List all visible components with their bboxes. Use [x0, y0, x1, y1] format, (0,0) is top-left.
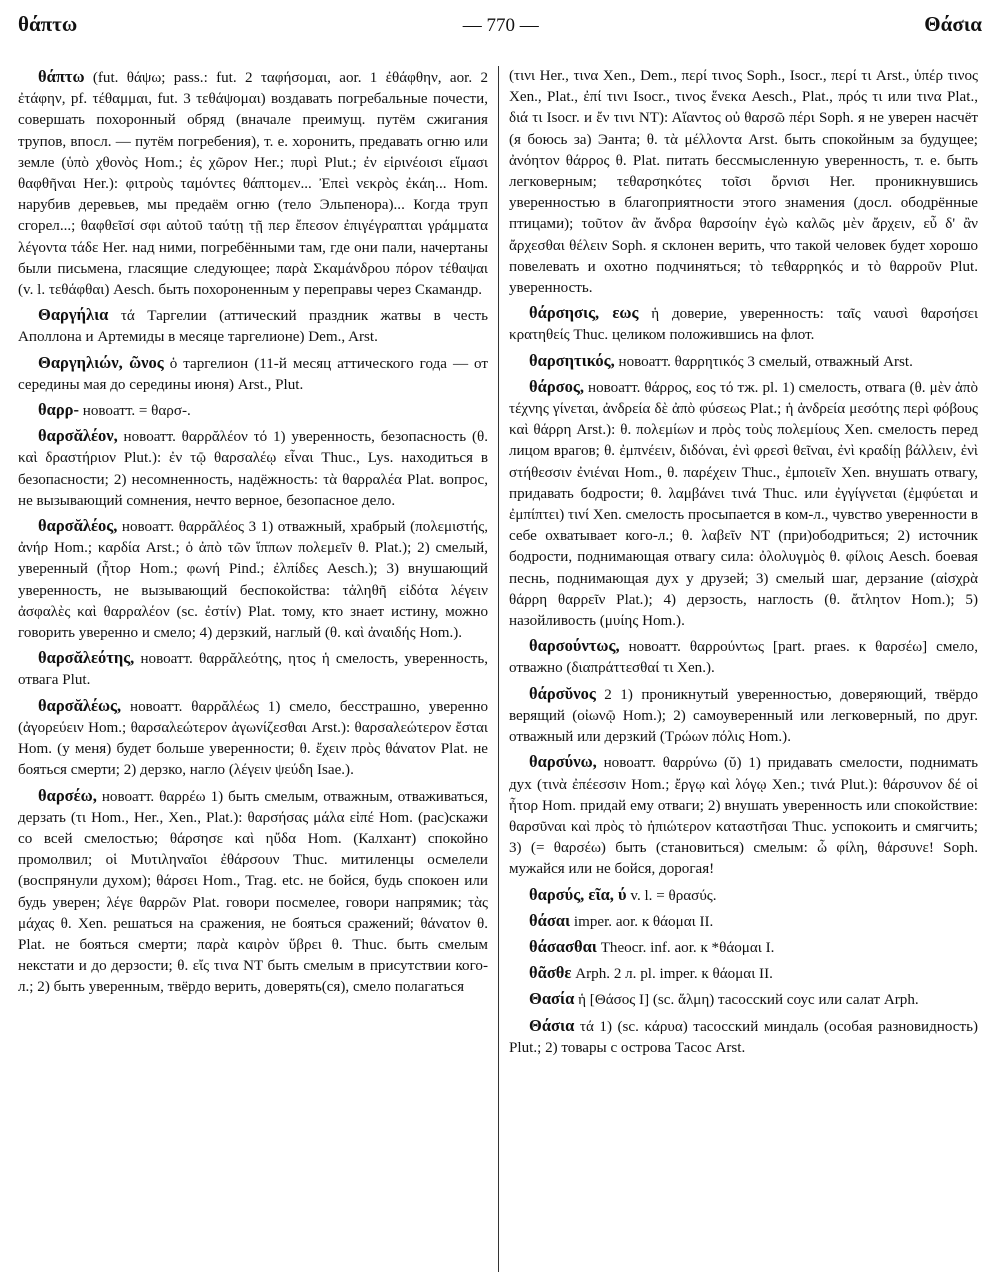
entry-body: новоатт. θαρρούντως [part. praes. к θαρσέω] смело, отважно (διαπράττεσθαί τι Xen.).	[509, 639, 978, 677]
dictionary-entry	[18, 695, 488, 782]
dictionary-entry	[509, 376, 978, 632]
entry-headword: Θαργήλια	[38, 305, 109, 325]
entry-headword: Θασία	[529, 989, 575, 1009]
entry-headword: θαρσύς, εῖα, ύ	[529, 884, 627, 904]
entry-headword: θαρσούντως,	[529, 636, 620, 656]
entry-body: τά 1) (sc. κάρυα) тасосский миндаль (особая разновидность) Plut.; 2) товары с острова Тасос Arst.	[509, 1018, 978, 1056]
dictionary-entry	[509, 751, 978, 880]
page-number: — 770 —	[462, 15, 539, 36]
right-running-headword: Θάσια	[924, 12, 982, 36]
entry-body: новоатт. θαρρητικός 3 смелый, отважный Arst.	[618, 353, 913, 370]
entry-body: новоатт. θαρρᾰλέως 1) смело, бесстрашно, уверенно (ἀγορεύειν Hom.; θαρσαλεώτερον ἀγωνίζεσθαι Arst.): θαρσαλεώτερον ἔσται Hom. (у меня) будет больше уверенности; θ. ἔχειν πρὸς θάνατον Plat. не бояться смерти; 2) дерзко, нагло (λέγειν ψεύδη Isae.).	[18, 698, 488, 779]
dictionary-entry	[18, 785, 488, 999]
entry-body: (fut. θάψω; pass.: fut. 2 ταφήσομαι, aor. 1 ἐθάφθην, aor. 2 ἐτάφην, pf. τέθαμμαι, fut. 3 τεθάψομαι) воздавать погребальные почести, совершать похоронный обряд (вначале преимущ. путём сжигания трупов, впосл. — путём погребения), т. е. хоронить, предавать огню или земле (ὑπὸ χθονὸς Hom.; ἐς χῶρον Her.; πυρὶ Plut.; ἐν εἱρινέοισι εἵμασι θαφθῆναι Her.): φιτροὺς ταμόντες θάπτομεν... Ἐπεὶ νεκρὸς ἐκάη... Hom. нарубив деревьев, мы предаём огню (тело Эльпенора)... Когда труп сгорел...; θαφθεῖσί σφι αὐτοῦ ταύτῃ τῇ περ ἔπεσον ἐπιγέγραπται γράμματα λέγοντα τάδε Her. над ними, погребёнными там, где они пали, начертаны были письмена, гласящие следующее; παρὰ Σκαμάνδρου πόρον τέθαψαι (v. l. τεθάφθαι) Aesch. быть похороненным у переправы через Скамандр.	[18, 70, 488, 299]
entry-continuation	[509, 66, 978, 299]
dictionary-entry	[509, 1015, 978, 1059]
entry-body: ὁ таргелион (11-й месяц аттического года — от середины мая до середины июня) Arst., Plut.	[18, 355, 488, 393]
entry-body: ἡ [Θάσος I] (sc. ἅλμη) тасосский соус или салат Arph.	[578, 992, 919, 1009]
entry-body: новоатт. θαρρύνω (ῠ) 1) придавать смелости, поднимать дух (τινὰ ἐπέεσσιν Hom.; ἔργῳ καὶ λόγῳ Xen.; τινά Plut.): θάρσυνον δέ οἱ ἦτορ Hom. придай ему отваги; 2) внушать уверенность или спокойствие: θαρσῦναι καὶ πρὸς τὸ ἠπιώτερον καταστῆσαι Thuc. успокоить и смягчить; 3) (= θαρσέω) быть (становиться) смелым: ὦ φίλη, θάρσυνε! Soph. мужайся или не бойся, дорогая!	[509, 755, 978, 878]
entry-headword: θαρσᾰλέως,	[38, 695, 122, 715]
dictionary-entry	[509, 936, 978, 959]
dictionary-entry	[18, 425, 488, 512]
dictionary-entry	[509, 884, 978, 907]
entry-headword: θαρσητικός,	[529, 350, 615, 370]
running-head	[18, 12, 982, 42]
entry-body: новоатт. θαρρᾰλέον τό 1) уверенность, безопасность (θ. καὶ δραστήριον Plut.): ἐν τῷ θαρσαλέῳ εἶναι Thuc., Lys. находиться в безопасности; 2) несомненность, надёжность: τὰ θαρραλέα Plat. вопрос, не вызывающий сомнения, нечто верное, безопасное дело.	[18, 429, 488, 509]
entry-body: Arph. 2 л. pl. imper. к θάομαι II.	[575, 966, 773, 983]
entry-body: 2 1) проникнутый уверенностью, доверяющий, твёрдо верящий (οἰωνῷ Hom.); 2) самоуверенный или легковерный, по друг. отважный или дерзкий (Τρώων πόλις Hom.).	[509, 686, 978, 746]
entry-body: новоатт. θάρρος, εος τό тж. pl. 1) смелость, отвага (θ. μὲν ἀπὸ τέχνης γίνεται, ἀνδρεία δὲ ἀπὸ φύσεως Plat.; ἡ ἀνδρεία μεσότης περὶ φόβους καὶ θάρρη Arst.): θ. πολεμίων и πρὸς τοὺς πολεμίους Xen. смелость перед лицом врагов; θ. ἐμπνέειν, διδόναι, ἐνὶ φρεσὶ θεῖναι, ἐνὶ κραδίῃ βάλλειν, ἐνὶ στήθεσσιν ἐνιέναι Hom., θ. παρέχειν Thuc., ἐμποιεῖν Xen. внушать отвагу, придавать бодрости; θ. λαμβάνει τινά Thuc. или ἐγγίγνεται (ἐμφύεται и ἐμπίπτει) τινί Xen. смелость просыпается в ком-л., чувство уверенности в себе охватывает кого-л.; θ. λαβεῖν NT (при)ободриться; 2) источник бодрости, поднимающая отвагу сила: ὀλολυγμὸς θ. φίλοις Aesch. боевая песнь, поднимающая дух у друзей; 3) смелый шаг, дерзание (αἰσχρὰ θάρρη θαρρεῖν Plat.); 4) дерзость, наглость (θ. ἄτλητον Hom.); 5) назойливость (μυίης Hom.).	[509, 379, 978, 630]
entry-body: новоатт. = θαρσ-.	[82, 403, 191, 420]
entry-headword: θάπτω	[38, 67, 85, 86]
entry-headword: θάρσῠνος	[529, 683, 596, 703]
entry-body: новоатт. θαρρᾰλέος 3 1) отважный, храбрый (πολεμιστής, ἀνήρ Hom.; καρδία Arst.; ὁ ἀπὸ τῶν ἵππων πολεμεῖν θ. Plat.); 2) смелый, уверенный (ἦτορ Hom.; φωνή Pind.; ἐλπίδες Aesch.); 3) внушающий уверенность, не вызывающий беспокойства: τἀληθῆ εἰδότα λέγειν ἀσφαλὲς καὶ θαρραλέον (sc. ἐστίν) Plat. тому, кто знает истину, можно говорить уверенно и смело; 4) дерзкий, наглый (θ. καὶ ἀναιδής Hom.).	[18, 519, 488, 642]
dictionary-entry	[509, 988, 978, 1011]
entry-headword: θαρσᾰλέον,	[38, 426, 118, 446]
entry-headword: θαρσύνω,	[529, 752, 597, 772]
two-column-body	[18, 66, 982, 1272]
dictionary-entry	[509, 302, 978, 346]
dictionary-entry	[18, 304, 488, 348]
entry-body: τά Таргелии (аттический праздник жатвы в честь Аполлона и Артемиды в месяце таргелионе) Dem., Arst.	[18, 308, 488, 346]
entry-headword: θᾶσθε	[529, 963, 572, 983]
entry-body: Theocr. inf. aor. к *θάομαι I.	[600, 939, 775, 956]
dictionary-entry	[509, 350, 978, 373]
right-column	[498, 66, 978, 1272]
entry-headword: Θαργηλιών, ῶνος	[38, 352, 164, 372]
entry-headword: θαρσᾰλεότης,	[38, 648, 135, 668]
entry-body: imper. aor. к θάομαι II.	[573, 913, 714, 930]
entry-body: v. l. = θρασύς.	[630, 887, 717, 904]
dictionary-entry	[18, 647, 488, 691]
entry-body: новоатт. θαρρέω 1) быть смелым, отважным, отваживаться, дерзать (τι Hom., Her., Xen., Plat.): θαρσήσας μάλα εἰπέ Hom. (рас)скажи со всей смелостью; θάρσησε καὶ ηὔδα Hom. (Калхант) спокойно промолвил; οἱ Μυτιληναῖοι ἐθάρσουν Thuc. митиленцы осмелели (воспрянули духом); θάρσει Hom., Trag. etc. не бойся, будь спокоен или будь уверен; λέγε θαρρῶν Plat. говори посмелее, говори напрямик; τὰς μάχας θ. Xen. решаться на сражения, не бояться сражений; θάνατον θ. Plat. не бояться смерти; παρὰ καιρὸν ὕβρει θ. Thuc. быть смелым некстати и до дерзости; θ. εἴς τινα NT быть смелым в присутствии кого-л.; 2) быть уверенным, твёрдо верить, доверять(ся), смело полагаться	[18, 788, 488, 996]
entry-headword: θαρσέω,	[38, 785, 97, 805]
entry-headword: θαρρ-	[38, 400, 79, 420]
dictionary-entry	[18, 515, 488, 644]
dictionary-entry	[509, 683, 978, 749]
left-column	[18, 66, 498, 1272]
entry-headword: θάρσος,	[529, 376, 584, 396]
entry-headword: θάσασθαι	[529, 936, 597, 956]
dictionary-entry	[509, 635, 978, 679]
dictionary-entry	[18, 352, 488, 396]
entry-body: новоатт. θαρρᾰλεότης, ητος ἡ смелость, уверенность, отвага Plut.	[18, 651, 488, 689]
dictionary-entry	[509, 962, 978, 985]
dictionary-entry	[18, 399, 488, 422]
entry-headword: Θάσια	[529, 1015, 575, 1035]
left-running-headword: θάπτω	[18, 12, 78, 36]
entry-headword: θάρσησις, εως	[529, 303, 639, 323]
dictionary-entry	[509, 910, 978, 933]
entry-headword: θάσαι	[529, 910, 571, 930]
dictionary-entry	[18, 66, 488, 301]
entry-body: (τινι Her., τινα Xen., Dem., περί τινος Soph., Isocr., περί τι Arst., ὑπέρ τινος Xen., Plat., ἐπί τινι Isocr., τινος ἕνεκα Aesch., Plat., πρός τι или τινα Plat., διά τι Isocr. и ἔν τινι NT): Αἴαντος οὐ θαρσῶ πέρι Soph. я не уверен насчёт (я боюсь за) Эанта; θ. τὰ μέλλοντα Arst. быть спокойным за будущее; ἀνόητον θάρρος θ. Plat. питать бессмысленную уверенность, т. е. быть легковерным; τεθαρσηκότες τοῖσι ὄρνισι Her. проникнувшись уверенностью в благоприятности этого знамения (досл. ободрённые птицами); τοῦτον ἂν ἄνδρα θαρσοίην ἐγὼ καλῶς μὲν ἄρχειν, εὖ δ' ἂν ἄρχεσθαι θέλειν Soph. я склонен верить, что такой человек будет хорошо повелевать и охотно подчиняться; τὸ τεθαρρηκός и τὸ θαρροῦν Plut. уверенность.	[509, 68, 978, 297]
entry-headword: θαρσᾰλέος,	[38, 516, 118, 536]
entry-body: ἡ доверие, уверенность: ταῖς ναυσὶ θαρσήσει κρατηθείς Thuc. целиком положившись на флот.	[509, 306, 978, 344]
